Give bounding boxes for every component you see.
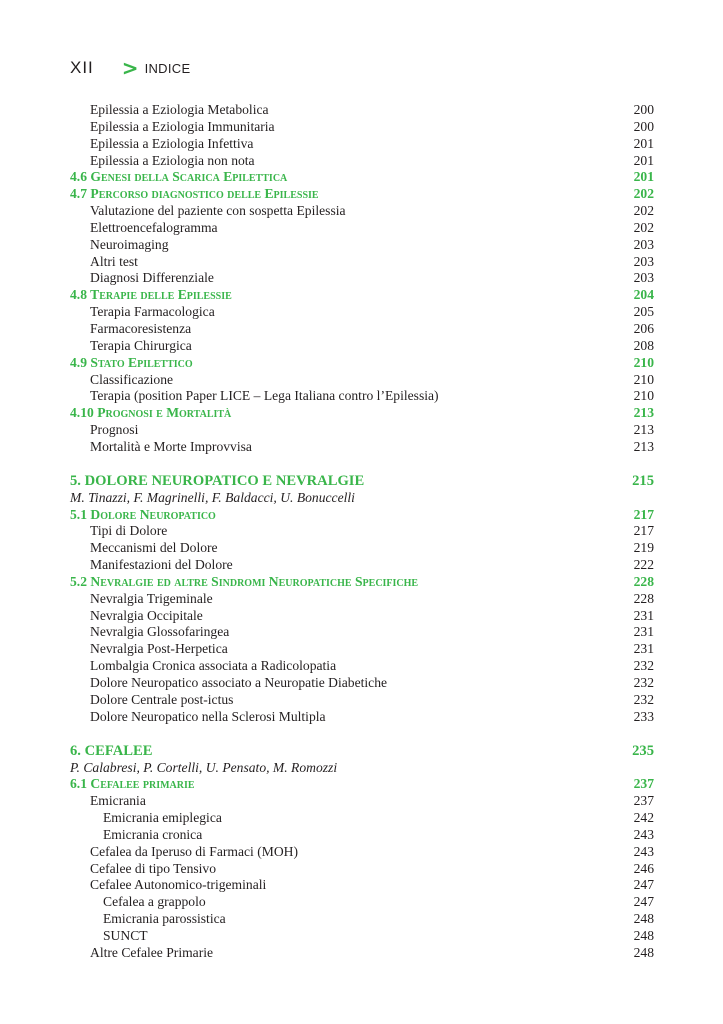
toc-page-number: 233 [633,708,654,724]
toc-title: 5.2 Nevralgie ed altre Sindromi Neuropatiche Specifiche [70,573,419,589]
toc-page-number: 237 [633,793,654,809]
toc-page-number: 201 [633,169,654,185]
running-header [70,56,190,80]
toc-entry [70,270,654,287]
toc-page-number: 246 [633,860,654,876]
toc-title: 6.1 Cefalee primarie [70,776,195,792]
toc-title: Epilessia a Eziologia Metabolica [90,102,269,117]
toc-page-number: 202 [633,186,654,202]
toc-title: Altre Cefalee Primarie [90,944,214,960]
toc-entry [70,102,654,119]
toc-entry [70,220,654,237]
toc-title: 5. DOLORE NEUROPATICO E NEVRALGIE [70,472,365,489]
toc-page-number: 213 [633,405,654,421]
toc-title: Valutazione del paziente con sospetta Epilessia [90,203,346,219]
toc-title: 4.6 Genesi della Scarica Epilettica [70,169,288,185]
toc-entry [70,557,654,574]
toc-section-heading [70,507,654,524]
toc-authors [70,490,654,507]
toc-page-number: 210 [633,354,654,370]
toc-title: 4.8 Terapie delle Epilessie [70,287,232,303]
toc-page-number: 203 [633,236,654,252]
section-gap [70,456,654,472]
toc-title: P. Calabresi, P. Cortelli, U. Pensato, M. Romozzi [70,759,338,775]
toc-entry [70,153,654,170]
toc-page-number: 243 [633,843,654,859]
toc-title: Cefalee di tipo Tensivo [90,860,217,876]
toc-page-number: 232 [633,658,654,674]
toc-subentry [70,894,654,911]
toc-entry [70,338,654,355]
toc-entry [70,119,654,136]
toc-subentry [70,911,654,928]
toc-page-number: 247 [633,894,654,910]
section-title: INDICE [144,60,191,76]
toc-page-number: 248 [633,927,654,943]
toc-page-number: 203 [633,253,654,269]
toc-entry [70,304,654,321]
toc-page-number: 247 [633,877,654,893]
toc-title: Altri test [90,253,138,269]
toc-title: Terapia Chirurgica [90,337,192,353]
toc-page-number: 222 [633,557,654,573]
toc-page-number: 237 [633,776,654,792]
toc-title: Terapia (position Paper LICE – Lega Italiana contro l’Epilessia) [90,388,439,404]
toc-entry [70,709,654,726]
toc-page-number: 228 [633,590,654,606]
toc-page-number: 231 [633,624,654,640]
toc-title: Diagnosi Differenziale [90,270,214,286]
toc-entry [70,523,654,540]
toc-page-number: 232 [633,675,654,690]
toc-title: SUNCT [103,927,148,943]
toc-page-number: 248 [633,944,654,960]
toc-title: Mortalità e Morte Improvvisa [90,438,252,454]
toc-section-heading [70,574,654,591]
toc-title: 6. CEFALEE [70,742,153,759]
toc-title: Emicrania [90,793,146,809]
toc-title: Cefalea a grappolo [103,894,206,910]
toc-section-heading [70,355,654,372]
toc-entry [70,692,654,709]
toc-chapter-heading [70,742,654,760]
toc-title: M. Tinazzi, F. Magrinelli, F. Baldacci, U. Bonuccelli [70,489,355,505]
toc-page-number: 210 [633,371,654,387]
toc-section-heading [70,287,654,304]
toc-page-number: 206 [633,320,654,336]
toc-title: 4.9 Stato Epilettico [70,354,193,370]
toc-page-number: 217 [633,506,654,522]
toc-title: 4.10 Prognosi e Mortalità [70,405,232,421]
toc-entry [70,422,654,439]
toc-entry [70,540,654,557]
page-number: XII [70,58,94,77]
toc-entry [70,877,654,894]
toc-title: Emicrania parossistica [103,911,226,927]
toc-page-number: 210 [633,388,654,404]
toc-subentry [70,810,654,827]
toc-entry [70,372,654,389]
toc-page-number: 232 [633,691,654,707]
toc-title: Terapia Farmacologica [90,304,215,320]
toc-entry [70,237,654,254]
toc-title: Dolore Neuropatico nella Sclerosi Multipla [90,708,326,724]
toc-page-number: 228 [633,573,654,589]
toc-title: Epilessia a Eziologia non nota [90,152,255,168]
toc-title: Classificazione [90,371,174,387]
toc-title: Emicrania cronica [103,826,203,842]
toc-page-number: 231 [633,641,654,657]
toc-entry [70,591,654,608]
toc-title: Lombalgia Cronica associata a Radicolopatia [90,658,337,674]
toc-entry [70,203,654,220]
toc-title: Nevralgia Trigeminale [90,590,213,606]
toc-page-number: 231 [633,607,654,623]
toc-entry [70,641,654,658]
toc-title: Elettroencefalogramma [90,219,218,235]
toc-title: 4.7 Percorso diagnostico delle Epilessie [70,186,319,202]
toc-title: Emicrania emiplegica [103,810,222,826]
toc-title: Meccanismi del Dolore [90,540,218,556]
toc-title: 5.1 Dolore Neuropatico [70,506,216,522]
toc-page-number: 235 [632,742,654,759]
toc-page-number: 242 [633,810,654,826]
toc-entry [70,624,654,641]
toc-section-heading [70,776,654,793]
toc-page-number: 213 [633,422,654,438]
toc-title: Farmacoresistenza [90,320,192,336]
toc-entry [70,254,654,271]
toc-title: Epilessia a Eziologia Immunitaria [90,118,275,134]
toc-entry [70,608,654,625]
toc-page-number: 243 [633,826,654,842]
toc-title: Neuroimaging [90,236,169,252]
toc-page-number: 205 [633,304,654,320]
toc-authors [70,760,654,777]
toc-page-number: 202 [633,219,654,235]
toc-title: Cefalee Autonomico-trigeminali [90,877,267,893]
toc-page-number: 203 [633,270,654,286]
toc-title: Nevralgia Glossofaringea [90,624,230,640]
toc-subentry [70,827,654,844]
toc-page-number: 213 [633,438,654,454]
table-of-contents [70,102,654,962]
chevron-right-icon: > [121,56,139,80]
toc-page-number: 201 [633,135,654,151]
toc-page-number: 248 [633,911,654,927]
toc-entry [70,793,654,810]
toc-entry [70,321,654,338]
toc-section-heading [70,186,654,203]
toc-entry [70,844,654,861]
toc-subentry [70,928,654,945]
toc-page-number: 200 [633,118,654,134]
toc-page-number: 217 [633,523,654,539]
toc-page-number: 202 [633,203,654,219]
toc-entry [70,675,654,692]
toc-entry [70,658,654,675]
toc-entry [70,945,654,962]
toc-page-number: 200 [633,102,654,117]
toc-title: Manifestazioni del Dolore [90,557,233,573]
toc-page-number: 201 [633,152,654,168]
toc-page-number: 208 [633,337,654,353]
toc-entry [70,388,654,405]
toc-title: Tipi di Dolore [90,523,168,539]
toc-entry [70,136,654,153]
toc-entry [70,439,654,456]
toc-entry [70,861,654,878]
toc-title: Epilessia a Eziologia Infettiva [90,135,254,151]
toc-section-heading [70,405,654,422]
toc-page-number: 219 [633,540,654,556]
toc-title: Prognosi [90,422,139,438]
toc-title: Nevralgia Occipitale [90,607,203,623]
toc-section-heading [70,169,654,186]
section-gap [70,726,654,742]
toc-title: Nevralgia Post-Herpetica [90,641,228,657]
toc-title: Dolore Centrale post-ictus [90,691,234,707]
toc-page-number: 204 [633,287,654,303]
toc-chapter-heading [70,472,654,490]
toc-title: Dolore Neuropatico associato a Neuropatie Diabetiche [90,675,388,690]
toc-page-number: 215 [632,472,654,489]
toc-title: Cefalea da Iperuso di Farmaci (MOH) [90,843,298,859]
